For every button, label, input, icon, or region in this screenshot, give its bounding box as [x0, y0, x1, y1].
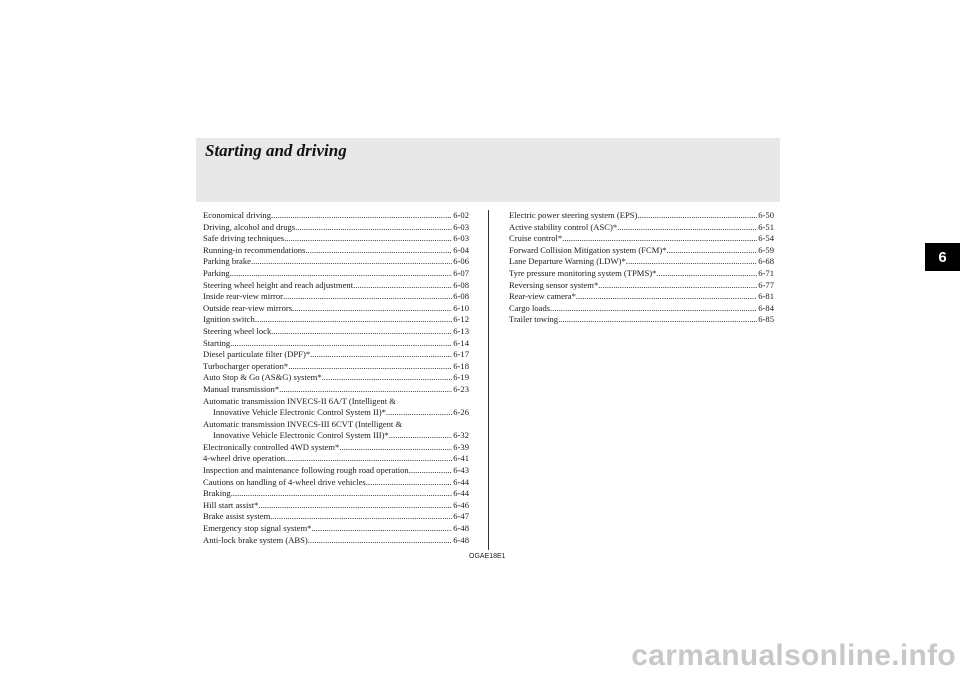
toc-entry-page: 6-47	[453, 511, 469, 522]
toc-entry-page: 6-48	[453, 523, 469, 534]
toc-entry-title: Anti-lock brake system (ABS)	[203, 534, 308, 545]
toc-entry-page: 6-08	[453, 279, 469, 290]
toc-leader-dots	[366, 477, 452, 489]
toc-entry-page: 6-39	[453, 441, 469, 452]
column-divider	[488, 210, 489, 550]
toc-entry-page: 6-46	[453, 499, 469, 510]
watermark: carmanualsonline.info	[631, 639, 956, 672]
toc-entry[interactable]	[203, 291, 469, 303]
chapter-tab[interactable]: 6	[925, 243, 960, 271]
toc-entry[interactable]	[203, 268, 469, 280]
toc-entry-title: Emergency stop signal system*	[203, 523, 312, 534]
toc-entry[interactable]	[203, 314, 469, 326]
toc-entry[interactable]	[203, 488, 469, 500]
toc-leader-dots	[550, 303, 757, 315]
toc-leader-dots	[231, 488, 453, 500]
chapter-title: Starting and driving	[205, 141, 347, 160]
toc-entry-page: 6-51	[758, 221, 774, 232]
toc-entry-title: Cautions on handling of 4-wheel drive vehicles	[203, 476, 366, 487]
toc-entry-title: Braking	[203, 488, 231, 499]
toc-leader-dots	[617, 222, 757, 234]
toc-entry[interactable]	[203, 349, 469, 361]
toc-entry-title-line[interactable]: Automatic transmission INVECS-III 6CVT (Intelligent &	[203, 418, 403, 429]
toc-entry[interactable]	[203, 222, 469, 234]
toc-leader-dots	[279, 384, 452, 396]
toc-entry-page: 6-84	[758, 302, 774, 313]
toc-entry-page: 6-77	[758, 279, 774, 290]
toc-entry[interactable]	[509, 222, 774, 234]
toc-entry[interactable]	[203, 407, 469, 419]
toc-entry-title: Economical driving	[203, 210, 272, 220]
toc-entry[interactable]	[203, 430, 469, 442]
toc-entry-title: Cruise control*	[509, 233, 563, 244]
toc-entry-title: Turbocharger operation*	[203, 360, 289, 371]
toc-entry-title: Electric power steering system (EPS)	[509, 210, 638, 220]
toc-entry-page: 6-12	[453, 314, 469, 325]
toc-entry-page: 6-13	[453, 325, 469, 336]
toc-leader-dots	[284, 233, 452, 245]
toc-leader-dots	[283, 291, 452, 303]
toc-entry-title: Outside rear-view mirrors	[203, 302, 293, 313]
toc-leader-dots	[270, 511, 452, 523]
toc-entry-page: 6-17	[453, 349, 469, 360]
document-code: OGAE18E1	[469, 553, 506, 560]
toc-entry[interactable]	[509, 314, 774, 326]
toc-entry-title: Running-in recommendations	[203, 244, 306, 255]
toc-entry-title: Manual transmission*	[203, 383, 280, 394]
toc-leader-dots	[285, 453, 452, 465]
toc-entry-title: Cargo loads	[509, 302, 551, 313]
toc-leader-dots	[562, 233, 757, 245]
toc-entry[interactable]	[203, 303, 469, 315]
toc-entry[interactable]	[203, 372, 469, 384]
toc-leader-dots	[258, 500, 452, 512]
toc-leader-dots	[251, 256, 452, 268]
toc-entry-page: 6-44	[453, 488, 469, 499]
toc-leader-dots	[626, 256, 757, 268]
toc-entry-title: Tyre pressure monitoring system (TPMS)*	[509, 267, 657, 278]
toc-entry[interactable]	[203, 477, 469, 489]
toc-entry[interactable]	[203, 338, 469, 350]
toc-entry-title: 4-wheel drive operation	[203, 453, 286, 464]
toc-entry-page: 6-14	[453, 337, 469, 348]
toc-entry-title: Driving, alcohol and drugs	[203, 221, 296, 232]
toc-entry-page: 6-23	[453, 383, 469, 394]
chapter-header-band	[196, 138, 780, 202]
toc-entry-title: Steering wheel lock	[203, 325, 272, 336]
toc-entry-page: 6-41	[453, 453, 469, 464]
toc-entry[interactable]	[203, 500, 469, 512]
toc-entry-page: 6-50	[758, 210, 774, 220]
toc-entry-title: Starting	[203, 337, 231, 348]
toc-leader-dots	[271, 326, 452, 338]
toc-entry-title: Innovative Vehicle Electronic Control System II)*	[213, 407, 386, 418]
toc-entry-page: 6-04	[453, 244, 469, 255]
toc-leader-dots	[255, 314, 452, 326]
toc-entry-page: 6-54	[758, 233, 774, 244]
toc-entry-page: 6-03	[453, 221, 469, 232]
toc-entry-title: Innovative Vehicle Electronic Control System III)*	[213, 430, 389, 441]
toc-entry-page: 6-07	[453, 267, 469, 278]
toc-entry-page: 6-81	[758, 291, 774, 302]
toc-leader-dots	[230, 268, 453, 280]
toc-leader-dots	[339, 442, 452, 454]
toc-entry[interactable]	[509, 268, 774, 280]
toc-entry-title: Hill start assist*	[203, 499, 259, 510]
toc-leader-dots	[576, 291, 757, 303]
toc-entry-title: Parking brake	[203, 256, 251, 267]
toc-entry-title: Diesel particulate filter (DPF)*	[203, 349, 311, 360]
toc-entry-title: Auto Stop & Go (AS&G) system*	[203, 372, 322, 383]
toc-leader-dots	[409, 465, 453, 477]
toc-entry-title: Ignition switch	[203, 314, 255, 325]
toc-entry-page: 6-03	[453, 233, 469, 244]
toc-leader-dots	[656, 268, 757, 280]
toc-leader-dots	[311, 523, 452, 535]
toc-entry[interactable]	[203, 384, 469, 396]
toc-entry-title: Forward Collision Mitigation system (FCM)*	[509, 244, 667, 255]
toc-leader-dots	[308, 535, 452, 547]
toc-entry-page: 6-08	[453, 291, 469, 302]
toc-entry[interactable]	[203, 280, 469, 292]
toc-entry[interactable]	[203, 256, 469, 268]
toc-entry[interactable]	[203, 233, 469, 245]
toc-leader-dots	[295, 222, 452, 234]
toc-entry-page: 6-26	[453, 407, 469, 418]
toc-entry[interactable]	[203, 210, 469, 222]
toc-entry-page: 6-43	[453, 465, 469, 476]
toc-entry[interactable]	[509, 291, 774, 303]
toc-leader-dots	[386, 407, 452, 419]
toc-entry-title: Steering wheel height and reach adjustment	[203, 279, 354, 290]
toc-entry-title: Electronically controlled 4WD system*	[203, 441, 340, 452]
toc-entry-title: Parking	[203, 267, 230, 278]
toc-leader-dots	[598, 280, 757, 292]
toc-entry-title: Rear-view camera*	[509, 291, 576, 302]
toc-entry-title: Trailer towing	[509, 314, 559, 325]
toc-left-column	[203, 210, 469, 546]
toc-entry[interactable]	[203, 523, 469, 535]
toc-entry-title-line[interactable]: Automatic transmission INVECS-II 6A/T (Intelligent &	[203, 395, 396, 406]
toc-entry-title: Reversing sensor system*	[509, 279, 599, 290]
toc-entry-title: Lane Departure Warning (LDW)*	[509, 256, 626, 267]
toc-leader-dots	[353, 280, 452, 292]
toc-entry-title: Brake assist system	[203, 511, 271, 522]
toc-leader-dots	[230, 338, 452, 350]
toc-leader-dots	[637, 210, 757, 222]
toc-entry-page: 6-32	[453, 430, 469, 441]
toc-leader-dots	[558, 314, 757, 326]
toc-leader-dots	[310, 349, 452, 361]
toc-entry-page: 6-10	[453, 302, 469, 313]
toc-entry[interactable]	[509, 245, 774, 257]
toc-leader-dots	[667, 245, 758, 257]
toc-entry-page: 6-19	[453, 372, 469, 383]
toc-entry-page: 6-18	[453, 360, 469, 371]
toc-entry[interactable]	[509, 280, 774, 292]
toc-entry-title: Inside rear-view mirror	[203, 291, 283, 302]
toc-leader-dots	[322, 372, 453, 384]
toc-entry[interactable]	[509, 303, 774, 315]
toc-leader-dots	[305, 245, 452, 257]
toc-entry[interactable]	[203, 326, 469, 338]
toc-entry[interactable]	[203, 465, 469, 477]
toc-right-column	[509, 210, 774, 326]
toc-entry[interactable]	[203, 535, 469, 547]
toc-entry[interactable]	[203, 361, 469, 373]
toc-entry[interactable]	[509, 256, 774, 268]
toc-leader-dots	[288, 361, 452, 373]
toc-entry-page: 6-06	[453, 256, 469, 267]
toc-entry-title: Safe driving techniques	[203, 233, 285, 244]
toc-entry-page: 6-02	[453, 210, 469, 220]
toc-entry-page: 6-85	[758, 314, 774, 325]
toc-entry[interactable]	[203, 511, 469, 523]
toc-entry[interactable]	[203, 453, 469, 465]
toc-entry-page: 6-68	[758, 256, 774, 267]
toc-leader-dots	[271, 210, 452, 222]
toc-entry[interactable]	[203, 245, 469, 257]
toc-entry[interactable]	[203, 442, 469, 454]
toc-leader-dots	[389, 430, 453, 442]
toc-entry-title: Inspection and maintenance following rough road operation	[203, 465, 409, 476]
toc-entry-title: Active stability control (ASC)*	[509, 221, 618, 232]
toc-entry-page: 6-44	[453, 476, 469, 487]
toc-leader-dots	[292, 303, 452, 315]
toc-entry[interactable]	[509, 233, 774, 245]
toc-entry[interactable]	[509, 210, 774, 222]
toc-entry-page: 6-48	[453, 534, 469, 545]
toc-entry-page: 6-71	[758, 267, 774, 278]
toc-entry-page: 6-59	[758, 244, 774, 255]
